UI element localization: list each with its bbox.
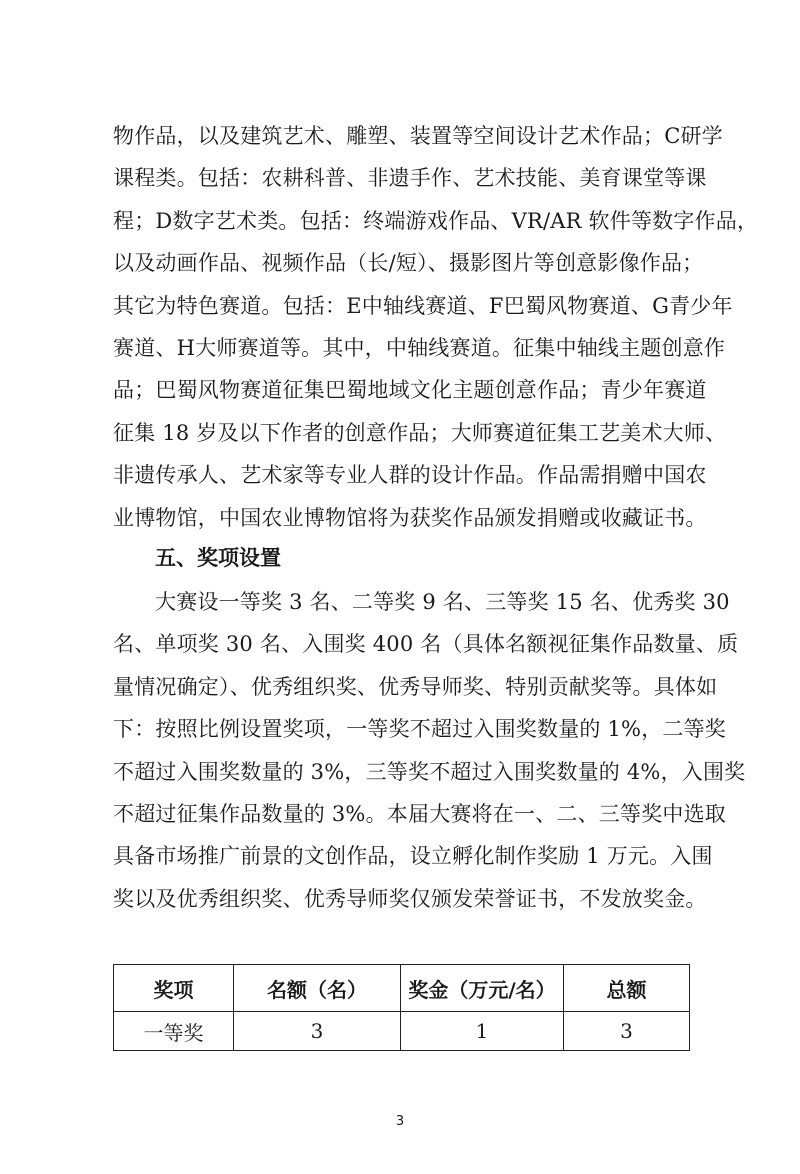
text-line: 征集 18 岁及以下作者的创意作品；大师赛道征集工艺美术大师、: [113, 420, 727, 445]
text-line: 品；巴蜀风物赛道征集巴蜀地域文化主题创意作品；青少年赛道: [113, 378, 707, 403]
text-line: 业博物馆，中国农业博物馆将为获奖作品颁发捐赠或收藏证书。: [113, 505, 707, 530]
cell-total: 3: [564, 1012, 690, 1051]
text-line: 赛道、H大师赛道等。其中，中轴线赛道。征集中轴线主题创意作: [113, 336, 726, 360]
text-line: 以及动画作品、视频作品（长/短）、摄影图片等创意影像作品；: [113, 251, 704, 276]
text-line: 不超过入围奖数量的 3%，三等奖不超过入围奖数量的 4%，入围奖: [113, 759, 746, 784]
text-line: 奖以及优秀组织奖、优秀导师奖仅颁发荣誉证书，不发放奖金。: [113, 886, 707, 911]
awards-table: [113, 964, 690, 1051]
section-heading: 五、奖项设置: [155, 545, 281, 570]
text-line: 大赛设一等奖 3 名、二等奖 9 名、三等奖 15 名、优秀奖 30: [155, 590, 730, 614]
table-row: [114, 1012, 690, 1051]
text-line: 量情况确定）、优秀组织奖、优秀导师奖、特别贡献奖等。具体如: [113, 674, 718, 699]
text-line: 下：按照比例设置奖项，一等奖不超过入围奖数量的 1%，二等奖: [113, 717, 726, 742]
text-line: 课程类。包括：农耕科普、非遗手作、艺术技能、美育课堂等课: [113, 166, 707, 191]
header-quota: 名额（名）: [234, 965, 401, 1012]
header-total: 总额: [564, 965, 690, 1012]
text-line: 物作品，以及建筑艺术、雕塑、装置等空间设计艺术作品；C研学: [113, 124, 723, 148]
text-line: 其它为特色赛道。包括：E中轴线赛道、F巴蜀风物赛道、G青少年: [113, 293, 733, 318]
text-line: 名、单项奖 30 名、入围奖 400 名（具体名额视征集作品数量、质: [113, 632, 739, 657]
header-prize-money: 奖金（万元/名）: [401, 965, 564, 1012]
table-header-row: [114, 965, 690, 1012]
cell-award-item: 一等奖: [114, 1012, 234, 1051]
text-line: 具备市场推广前景的文创作品，设立孵化制作奖励 1 万元。入围: [113, 844, 713, 869]
header-award-item: 奖项: [114, 965, 234, 1012]
text-line: 非遗传承人、艺术家等专业人群的设计作品。作品需捐赠中国农: [113, 463, 707, 488]
cell-quota: 3: [234, 1012, 401, 1051]
page-number: 3: [395, 1114, 405, 1129]
cell-prize-money: 1: [401, 1012, 564, 1051]
text-line: 程；D数字艺术类。包括：终端游戏作品、VR/AR 软件等数字作品，: [113, 208, 759, 233]
text-line: 不超过征集作品数量的 3%。本届大赛将在一、二、三等奖中选取: [113, 802, 726, 826]
